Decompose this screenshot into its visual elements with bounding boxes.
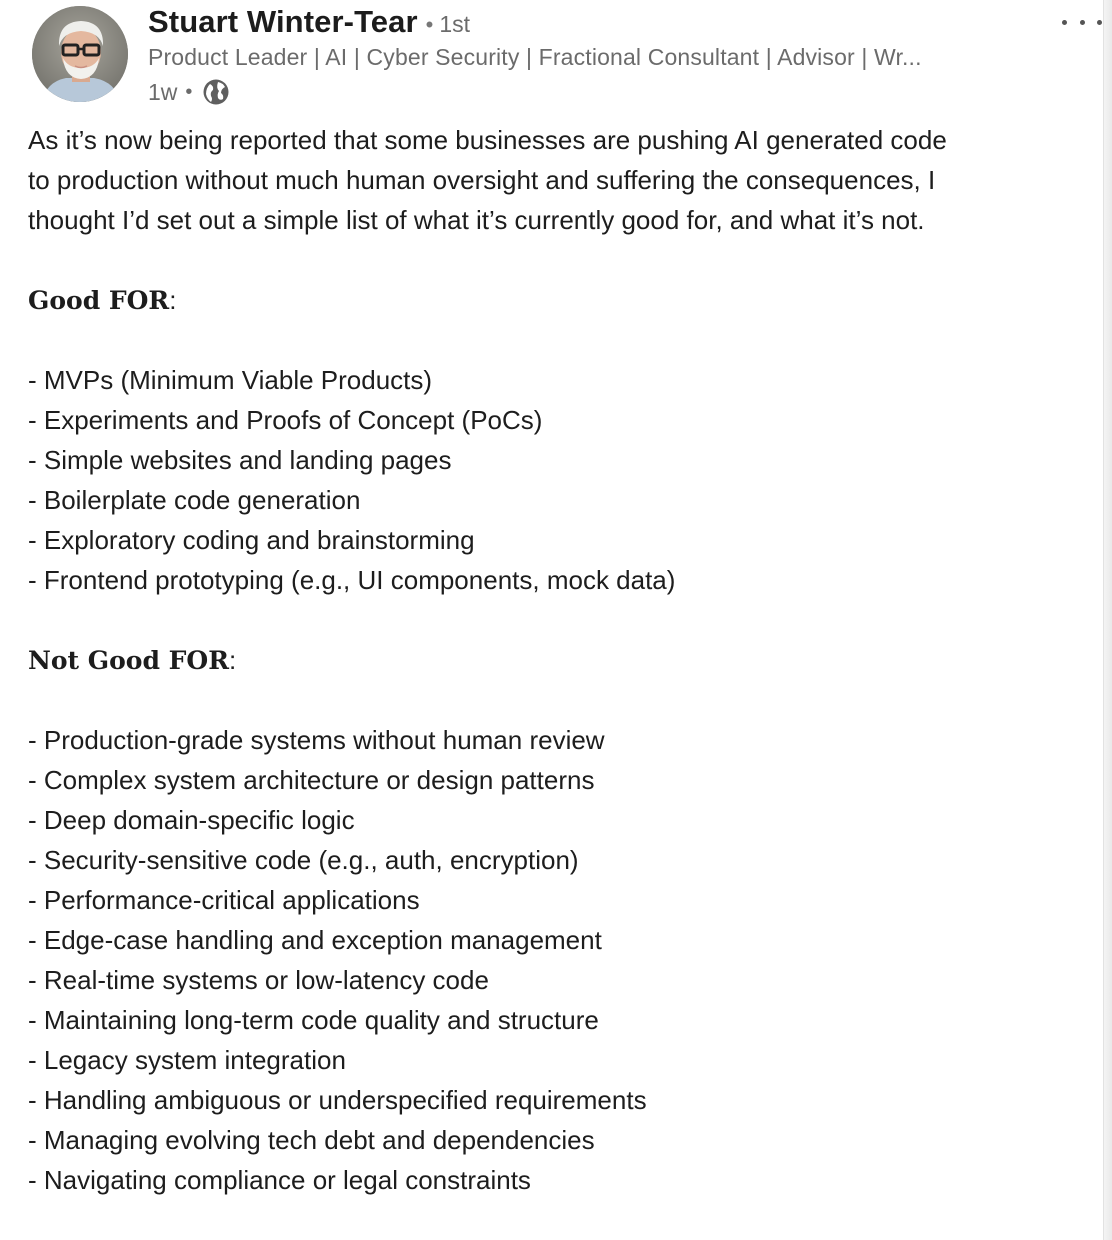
not-good-for-item: - Performance-critical applications	[28, 885, 420, 915]
author-avatar[interactable]	[32, 6, 128, 102]
good-for-item: - MVPs (Minimum Viable Products)	[28, 365, 433, 395]
heading-colon: :	[169, 285, 177, 315]
blank-line	[28, 680, 1088, 720]
good-for-item: - Frontend prototyping (e.g., UI components, mock data)	[28, 565, 676, 595]
not-good-for-item: - Handling ambiguous or underspecified requirements	[28, 1085, 647, 1115]
not-good-for-item: - Navigating compliance or legal constraints	[28, 1165, 531, 1195]
not-good-for-item: - Real-time systems or low-latency code	[28, 965, 489, 995]
scrollbar-track	[1103, 0, 1112, 1240]
more-options-button[interactable]	[1062, 12, 1102, 32]
intro-line: to production without much human oversight and suffering the consequences, I	[28, 165, 936, 195]
more-horizontal-icon	[1062, 20, 1067, 25]
not-good-for-item: - Security-sensitive code (e.g., auth, encryption)	[28, 845, 579, 875]
good-for-item: - Exploratory coding and brainstorming	[28, 525, 475, 555]
post-body	[28, 120, 1088, 1200]
author-name-row	[148, 4, 470, 44]
good-for-heading	[28, 280, 1088, 320]
intro-line: thought I’d set out a simple list of what it’s currently good for, and what it’s not.	[28, 205, 925, 235]
more-horizontal-icon	[1080, 20, 1085, 25]
not-good-for-heading-text: Not Good FOR	[28, 646, 229, 675]
not-good-for-item: - Managing evolving tech debt and dependencies	[28, 1125, 595, 1155]
avatar-photo-icon	[32, 6, 128, 102]
post-header	[32, 4, 1082, 104]
blank-line	[28, 600, 1088, 640]
author-headline: Product Leader | AI | Cyber Security | Fractional Consultant | Advisor | Wr...	[148, 44, 922, 70]
good-for-heading-text: Good FOR	[28, 286, 170, 315]
good-for-item: - Simple websites and landing pages	[28, 445, 452, 475]
good-for-item: - Experiments and Proofs of Concept (PoCs)	[28, 405, 543, 435]
more-horizontal-icon	[1097, 20, 1102, 25]
post-age: 1w	[148, 78, 178, 105]
blank-line	[28, 320, 1088, 360]
intro-line: As it’s now being reported that some businesses are pushing AI generated code	[28, 125, 947, 155]
meta-separator: •	[185, 80, 193, 103]
not-good-for-heading	[28, 640, 1088, 680]
heading-colon: :	[228, 645, 237, 675]
not-good-for-item: - Complex system architecture or design patterns	[28, 765, 595, 795]
not-good-for-item: - Maintaining long-term code quality and structure	[28, 1005, 599, 1035]
good-for-item: - Boilerplate code generation	[28, 485, 361, 515]
blank-line	[28, 240, 1088, 280]
not-good-for-item: - Production-grade systems without human review	[28, 725, 605, 755]
author-name[interactable]: Stuart Winter-Tear	[148, 4, 418, 39]
connection-degree: 1st	[439, 11, 471, 37]
not-good-for-item: - Deep domain-specific logic	[28, 805, 355, 835]
degree-separator: •	[425, 12, 434, 37]
not-good-for-item: - Legacy system integration	[28, 1045, 346, 1075]
not-good-for-item: - Edge-case handling and exception management	[28, 925, 602, 955]
globe-icon	[201, 77, 231, 107]
post-meta	[148, 76, 231, 108]
